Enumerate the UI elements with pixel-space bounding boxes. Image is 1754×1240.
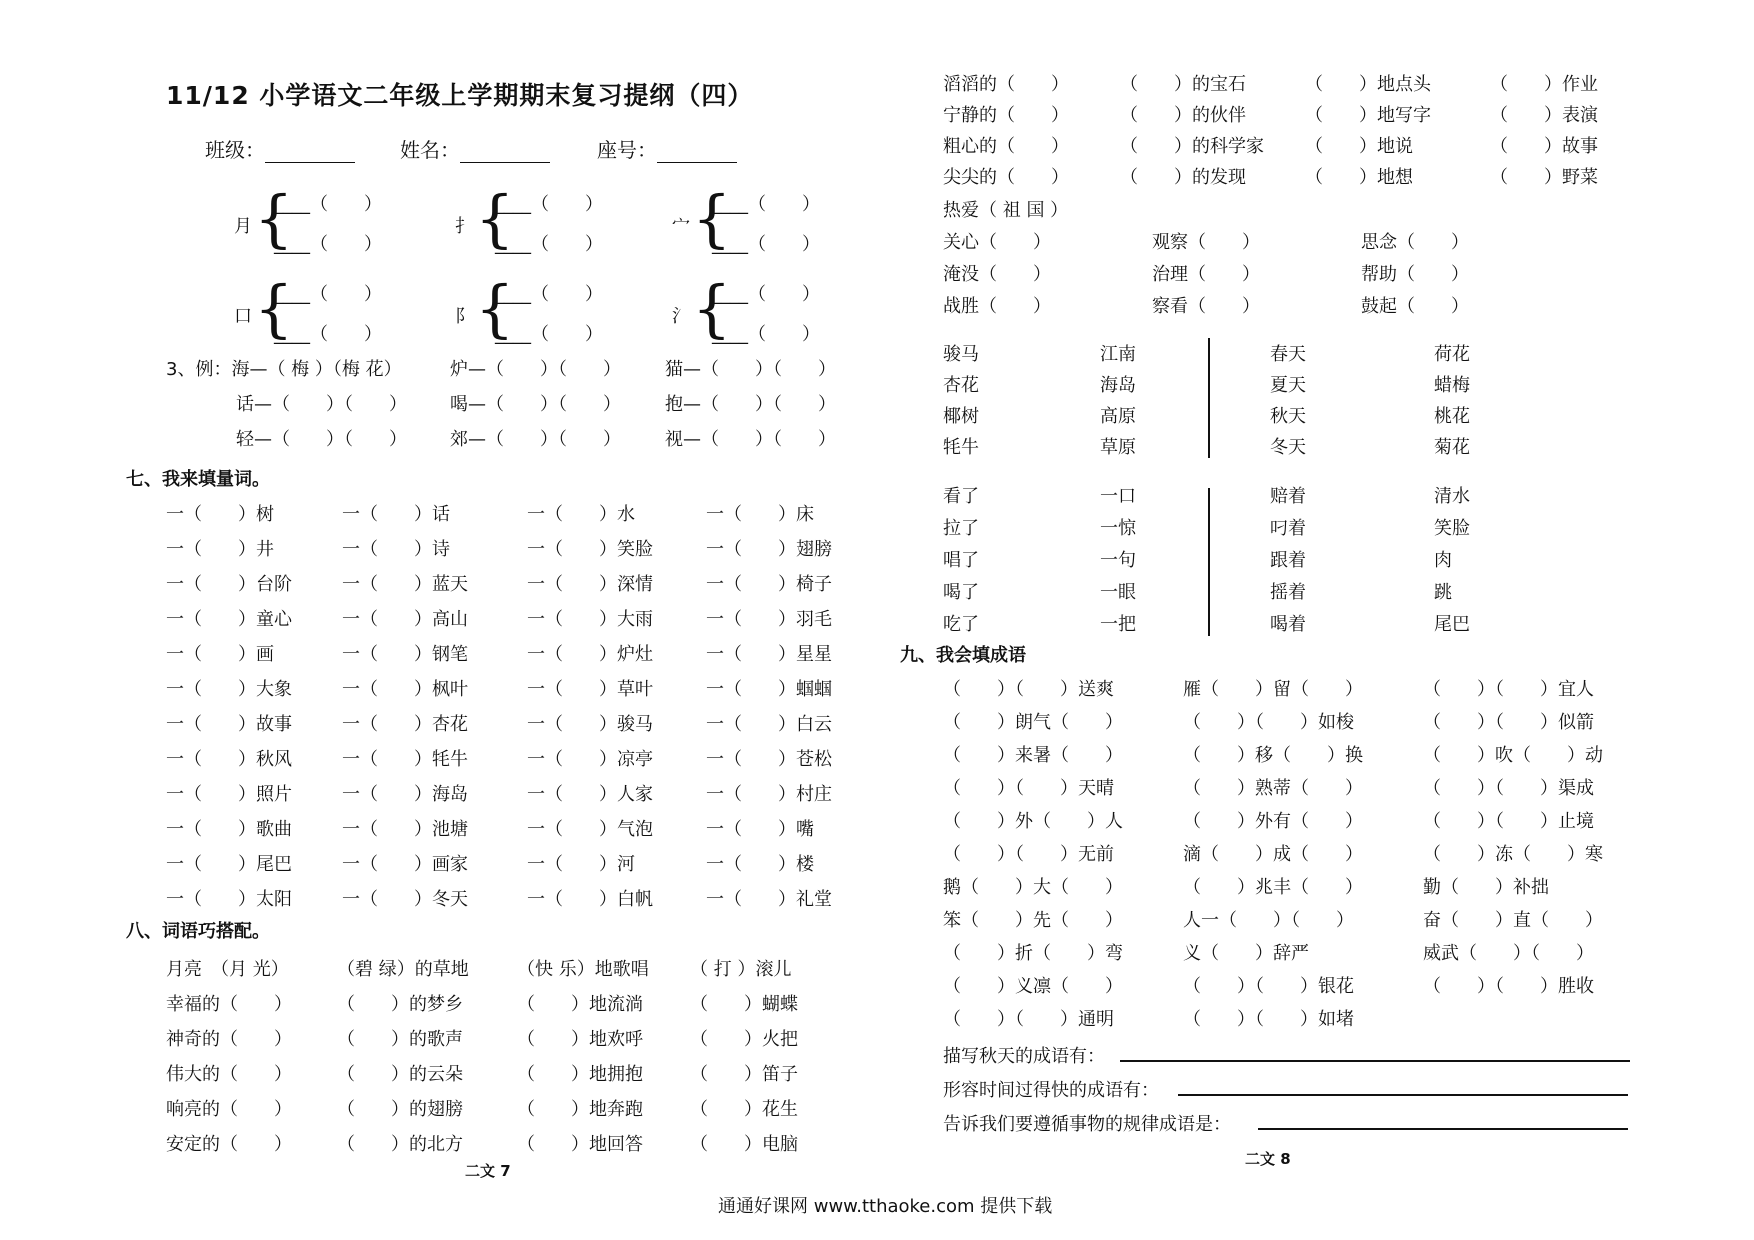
idiom-item: （ ）（ ）通明 [943, 1009, 1114, 1030]
match-word: 高原 [1100, 406, 1136, 427]
match-word: 喝着 [1270, 614, 1306, 635]
verb-object-item: 观察（ ） [1152, 232, 1260, 253]
seat-label: 座号： [597, 134, 737, 163]
adjective-item: （ ）的发现 [1120, 167, 1246, 188]
adjective-item: （ ）地点头 [1305, 74, 1431, 95]
example-item: 抱—（ ）（ ） [665, 394, 836, 415]
idiom-item: （ ）（ ）如梭 [1183, 712, 1354, 733]
measure-word-item: 一（ ）水 [527, 504, 635, 525]
measure-word-item: 一（ ）气泡 [527, 819, 653, 840]
idiom-item: （ ）折（ ）弯 [943, 943, 1123, 964]
idiom-item: （ ）朗气（ ） [943, 712, 1123, 733]
phrase-match-item: （ ）地流淌 [517, 994, 643, 1015]
page-title: 11/12 小学语文二年级上学期期末复习提纲（四） [166, 81, 754, 110]
match-word: 蜡梅 [1434, 375, 1470, 396]
idiom-item: （ ）义凛（ ） [943, 976, 1123, 997]
idiom-item: 奋（ ）直（ ） [1423, 910, 1603, 931]
section-8-heading: 八、词语巧搭配。 [126, 921, 270, 942]
match-word: 尾巴 [1434, 614, 1470, 635]
divider-line-1 [1208, 338, 1210, 458]
example-item: 郊—（ ）（ ） [450, 429, 621, 450]
match-word: 荷花 [1434, 344, 1470, 365]
radical-blank-bottom: ____（ ） [495, 234, 603, 255]
brace-glyph: { [692, 272, 732, 345]
name-label: 姓名： [400, 134, 550, 163]
measure-word-item: 一（ ）大象 [166, 679, 292, 700]
measure-word-item: 一（ ）诗 [342, 539, 450, 560]
adjective-item: （ ）的宝石 [1120, 74, 1246, 95]
phrase-match-item: （快 乐）地歌唱 [517, 959, 649, 980]
measure-word-item: 一（ ）井 [166, 539, 274, 560]
measure-word-item: 一（ ）羽毛 [706, 609, 832, 630]
adjective-item: （ ）地说 [1305, 136, 1413, 157]
measure-word-item: 一（ ）太阳 [166, 889, 292, 910]
idiom-item: （ ）（ ）无前 [943, 844, 1114, 865]
idiom-item: 威武（ ）（ ） [1423, 943, 1594, 964]
measure-word-item: 一（ ）白云 [706, 714, 832, 735]
phrase-match-item: 安定的（ ） [166, 1134, 292, 1155]
adjective-item: （ ）表演 [1490, 105, 1598, 126]
match-word: 一口 [1100, 486, 1136, 507]
match-word: 肉 [1434, 550, 1452, 571]
measure-word-item: 一（ ）树 [166, 504, 274, 525]
match-word: 一句 [1100, 550, 1136, 571]
idiom-item: （ ）（ ）似箭 [1423, 712, 1594, 733]
verb-object-item: 治理（ ） [1152, 264, 1260, 285]
measure-word-item: 一（ ）深情 [527, 574, 653, 595]
idiom-item: （ ）冻（ ）寒 [1423, 844, 1603, 865]
phrase-match-item: （ ）火把 [690, 1029, 798, 1050]
verb-object-item: 鼓起（ ） [1361, 296, 1469, 317]
radical-blank-bottom: ____（ ） [274, 324, 382, 345]
verb-object-item: 思念（ ） [1361, 232, 1469, 253]
phrase-match-item: 伟大的（ ） [166, 1064, 292, 1085]
measure-word-item: 一（ ）白帆 [527, 889, 653, 910]
radical-char: 月 [234, 216, 252, 237]
section-7-heading: 七、我来填量词。 [126, 469, 270, 490]
match-word: 一把 [1100, 614, 1136, 635]
idiom-item: （ ）（ ）送爽 [943, 679, 1114, 700]
measure-word-item: 一（ ）杏花 [342, 714, 468, 735]
question-rule: 告诉我们要遵循事物的规律成语是： [943, 1114, 1231, 1135]
measure-word-item: 一（ ）床 [706, 504, 814, 525]
measure-word-item: 一（ ）海岛 [342, 784, 468, 805]
measure-word-item: 一（ ）大雨 [527, 609, 653, 630]
radical-blank-bottom: ____（ ） [274, 234, 382, 255]
radical-blank-bottom: ____（ ） [712, 234, 820, 255]
phrase-match-item: （ ）笛子 [690, 1064, 798, 1085]
example-item: 3、例：海—（ 梅 ）（梅 花） [166, 359, 402, 380]
match-word: 夏天 [1270, 375, 1306, 396]
adjective-item: 尖尖的（ ） [943, 167, 1069, 188]
radical-blank-top: ____（ ） [495, 284, 603, 305]
idiom-item: 雁（ ）留（ ） [1183, 679, 1363, 700]
idiom-item: 义（ ）辞严 [1183, 943, 1309, 964]
answer-line-rule[interactable] [1258, 1128, 1628, 1130]
phrase-match-item: （ ）花生 [690, 1099, 798, 1120]
match-word: 牦牛 [943, 437, 979, 458]
measure-word-item: 一（ ）笑脸 [527, 539, 653, 560]
match-word: 跟着 [1270, 550, 1306, 571]
idiom-item: 人一（ ）（ ） [1183, 910, 1354, 931]
measure-word-item: 一（ ）冬天 [342, 889, 468, 910]
adjective-item: （ ）地写字 [1305, 105, 1431, 126]
measure-word-item: 一（ ）台阶 [166, 574, 292, 595]
idiom-item: （ ）（ ）止境 [1423, 811, 1594, 832]
radical-char: 氵 [672, 306, 690, 327]
idiom-item: （ ）熟蒂（ ） [1183, 778, 1363, 799]
match-word: 椰树 [943, 406, 979, 427]
example-item: 话—（ ）（ ） [236, 394, 407, 415]
question-autumn: 描写秋天的成语有： [943, 1046, 1105, 1067]
measure-word-item: 一（ ）尾巴 [166, 854, 292, 875]
footer-source: 通通好课网 www.tthaoke.com 提供下载 [718, 1196, 1053, 1217]
adjective-item: （ ）作业 [1490, 74, 1598, 95]
match-word: 笑脸 [1434, 518, 1470, 539]
rehai-line: 热爱（ 祖 国 ） [943, 200, 1069, 221]
measure-word-item: 一（ ）高山 [342, 609, 468, 630]
name-field[interactable] [460, 144, 550, 163]
phrase-match-item: 幸福的（ ） [166, 994, 292, 1015]
answer-line-autumn[interactable] [1120, 1060, 1630, 1062]
measure-word-item: 一（ ）话 [342, 504, 450, 525]
idiom-item: （ ）（ ）渠成 [1423, 778, 1594, 799]
adjective-item: （ ）故事 [1490, 136, 1598, 157]
radical-blank-top: ____（ ） [712, 194, 820, 215]
phrase-match-item: （ ）地回答 [517, 1134, 643, 1155]
radical-blank-bottom: ____（ ） [712, 324, 820, 345]
measure-word-item: 一（ ）楼 [706, 854, 814, 875]
radical-blank-top: ____（ ） [495, 194, 603, 215]
phrase-match-item: （碧 绿）的草地 [337, 959, 469, 980]
measure-word-item: 一（ ）照片 [166, 784, 292, 805]
verb-object-item: 关心（ ） [943, 232, 1051, 253]
radical-char: 宀 [672, 216, 690, 237]
phrase-match-item: 神奇的（ ） [166, 1029, 292, 1050]
phrase-match-item: （ ）地奔跑 [517, 1099, 643, 1120]
match-word: 草原 [1100, 437, 1136, 458]
phrase-match-item: （ ）地拥抱 [517, 1064, 643, 1085]
match-word: 江南 [1100, 344, 1136, 365]
brace-glyph: { [692, 182, 732, 255]
idiom-item: （ ）（ ）宜人 [1423, 679, 1594, 700]
idiom-item: （ ）（ ）胜收 [1423, 976, 1594, 997]
match-word: 秋天 [1270, 406, 1306, 427]
phrase-match-item: （ 打 ）滚儿 [690, 959, 792, 980]
match-word: 春天 [1270, 344, 1306, 365]
radical-blank-top: ____（ ） [274, 194, 382, 215]
radical-char: 阝 [455, 306, 473, 327]
match-word: 喝了 [943, 582, 979, 603]
measure-word-item: 一（ ）椅子 [706, 574, 832, 595]
match-word: 吃了 [943, 614, 979, 635]
measure-word-item: 一（ ）苍松 [706, 749, 832, 770]
adjective-item: （ ）的伙伴 [1120, 105, 1246, 126]
match-word: 海岛 [1100, 375, 1136, 396]
phrase-match-item: （ ）的翅膀 [337, 1099, 463, 1120]
verb-object-item: 淹没（ ） [943, 264, 1051, 285]
radical-char: 扌 [455, 216, 473, 237]
match-word: 唱了 [943, 550, 979, 571]
radical-blank-bottom: ____（ ） [495, 324, 603, 345]
adjective-item: （ ）的科学家 [1120, 136, 1264, 157]
adjective-item: （ ）地想 [1305, 167, 1413, 188]
idiom-item: （ ）外有（ ） [1183, 811, 1363, 832]
measure-word-item: 一（ ）故事 [166, 714, 292, 735]
match-word: 菊花 [1434, 437, 1470, 458]
brace-glyph: { [254, 182, 294, 255]
match-word: 拉了 [943, 518, 979, 539]
measure-word-item: 一（ ）炉灶 [527, 644, 653, 665]
phrase-match-item: （ ）的云朵 [337, 1064, 463, 1085]
measure-word-item: 一（ ）歌曲 [166, 819, 292, 840]
idiom-item: （ ）（ ）银花 [1183, 976, 1354, 997]
brace-glyph: { [254, 272, 294, 345]
example-item: 轻—（ ）（ ） [236, 429, 407, 450]
phrase-match-item: （ ）蝴蝶 [690, 994, 798, 1015]
match-word: 一眼 [1100, 582, 1136, 603]
example-item: 炉—（ ）（ ） [450, 359, 621, 380]
match-word: 清水 [1434, 486, 1470, 507]
phrase-match-item: （ ）的歌声 [337, 1029, 463, 1050]
phrase-match-item: 月亮 （月 光） [166, 959, 289, 980]
idiom-item: 勤（ ）补拙 [1423, 877, 1549, 898]
question-time: 形容时间过得快的成语有： [943, 1080, 1159, 1101]
idiom-item: （ ）兆丰（ ） [1183, 877, 1363, 898]
match-word: 冬天 [1270, 437, 1306, 458]
seat-field[interactable] [657, 144, 737, 163]
idiom-item: （ ）来暑（ ） [943, 745, 1123, 766]
measure-word-item: 一（ ）枫叶 [342, 679, 468, 700]
idiom-item: （ ）吹（ ）动 [1423, 745, 1603, 766]
footer-page-left: 二文 7 [465, 1162, 511, 1180]
divider-line-2 [1208, 488, 1210, 636]
measure-word-item: 一（ ）村庄 [706, 784, 832, 805]
phrase-match-item: 响亮的（ ） [166, 1099, 292, 1120]
match-word: 杏花 [943, 375, 979, 396]
answer-line-time[interactable] [1178, 1094, 1628, 1096]
measure-word-item: 一（ ）池塘 [342, 819, 468, 840]
match-word: 一惊 [1100, 518, 1136, 539]
idiom-item: （ ）（ ）天晴 [943, 778, 1114, 799]
example-item: 喝—（ ）（ ） [450, 394, 621, 415]
measure-word-item: 一（ ）星星 [706, 644, 832, 665]
radical-char: 口 [234, 306, 252, 327]
adjective-item: （ ）野菜 [1490, 167, 1598, 188]
idiom-item: （ ）外（ ）人 [943, 811, 1123, 832]
measure-word-item: 一（ ）牦牛 [342, 749, 468, 770]
measure-word-item: 一（ ）秋风 [166, 749, 292, 770]
measure-word-item: 一（ ）画家 [342, 854, 468, 875]
phrase-match-item: （ ）的梦乡 [337, 994, 463, 1015]
brace-glyph: { [475, 272, 515, 345]
idiom-item: （ ）移（ ）换 [1183, 745, 1363, 766]
measure-word-item: 一（ ）凉亭 [527, 749, 653, 770]
measure-word-item: 一（ ）钢笔 [342, 644, 468, 665]
adjective-item: 宁静的（ ） [943, 105, 1069, 126]
adjective-item: 滔滔的（ ） [943, 74, 1069, 95]
measure-word-item: 一（ ）翅膀 [706, 539, 832, 560]
verb-object-item: 战胜（ ） [943, 296, 1051, 317]
section-9-heading: 九、我会填成语 [900, 645, 1026, 666]
idiom-item: （ ）（ ）如堵 [1183, 1009, 1354, 1030]
footer-page-right: 二文 8 [1245, 1150, 1291, 1168]
class-label: 班级： [205, 134, 355, 163]
example-item: 猫—（ ）（ ） [665, 359, 836, 380]
match-word: 摇着 [1270, 582, 1306, 603]
verb-object-item: 帮助（ ） [1361, 264, 1469, 285]
phrase-match-item: （ ）电脑 [690, 1134, 798, 1155]
match-word: 桃花 [1434, 406, 1470, 427]
measure-word-item: 一（ ）骏马 [527, 714, 653, 735]
match-word: 骏马 [943, 344, 979, 365]
phrase-match-item: （ ）地欢呼 [517, 1029, 643, 1050]
measure-word-item: 一（ ）嘴 [706, 819, 814, 840]
match-word: 看了 [943, 486, 979, 507]
example-item: 视—（ ）（ ） [665, 429, 836, 450]
measure-word-item: 一（ ）蓝天 [342, 574, 468, 595]
measure-word-item: 一（ ）河 [527, 854, 635, 875]
match-word: 赔着 [1270, 486, 1306, 507]
brace-glyph: { [475, 182, 515, 255]
measure-word-item: 一（ ）童心 [166, 609, 292, 630]
adjective-item: 粗心的（ ） [943, 136, 1069, 157]
measure-word-item: 一（ ）礼堂 [706, 889, 832, 910]
match-word: 叼着 [1270, 518, 1306, 539]
class-field[interactable] [265, 144, 355, 163]
idiom-item: 滴（ ）成（ ） [1183, 844, 1363, 865]
verb-object-item: 察看（ ） [1152, 296, 1260, 317]
measure-word-item: 一（ ）蝈蝈 [706, 679, 832, 700]
radical-blank-top: ____（ ） [274, 284, 382, 305]
measure-word-item: 一（ ）草叶 [527, 679, 653, 700]
measure-word-item: 一（ ）画 [166, 644, 274, 665]
radical-blank-top: ____（ ） [712, 284, 820, 305]
idiom-item: 鹅（ ）大（ ） [943, 877, 1123, 898]
measure-word-item: 一（ ）人家 [527, 784, 653, 805]
idiom-item: 笨（ ）先（ ） [943, 910, 1123, 931]
phrase-match-item: （ ）的北方 [337, 1134, 463, 1155]
match-word: 跳 [1434, 582, 1452, 603]
